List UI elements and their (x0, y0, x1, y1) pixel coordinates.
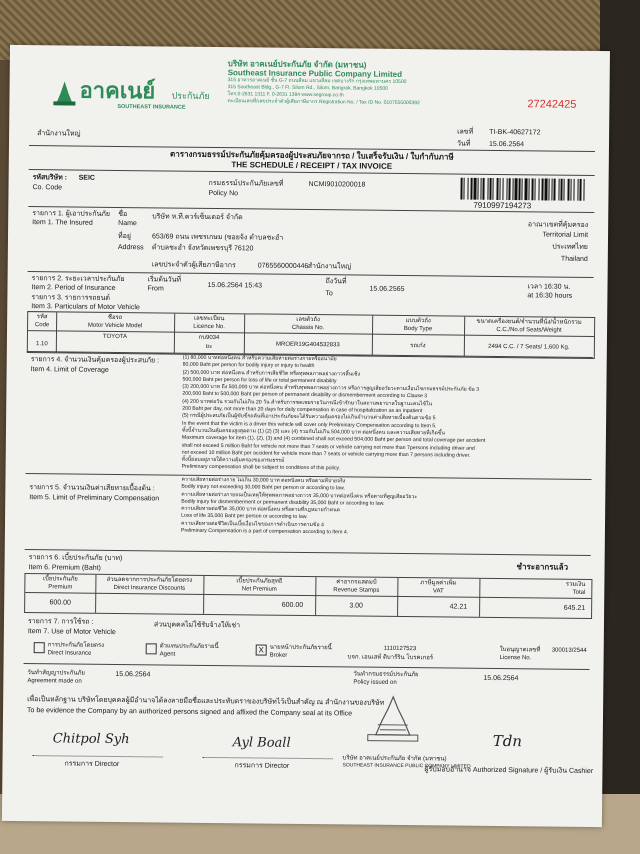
item4-label: รายการ 4. จำนวนเงินคุ้มครองผู้ประสบภัย : (30, 356, 160, 365)
title-en: THE SCHEDULE / RECEIPT / TAX INVOICE (231, 160, 393, 171)
director-signature-2: Ayl Boall (232, 735, 291, 751)
barcode-number: 7910997194273 (473, 200, 532, 211)
coverage-list (182, 355, 593, 476)
to-label: ถึงวันที่ (325, 278, 347, 286)
to-value: 15.06.2565 (369, 285, 405, 294)
vat-value: 42.21 (449, 603, 468, 611)
address-label-en: Address (117, 243, 144, 252)
item5-line: ความเสียหายต่อชีวิตเป็นเบี้ยเงื่อนไขของการดำเนินการตามข้อ 4 (180, 520, 324, 528)
from-label-en: From (147, 285, 164, 293)
item3-label-en: Item 3. Particulars of Motor Vehicle (31, 303, 140, 312)
item1-label: รายการ 1. ผู้เอาประกันภัย (32, 210, 111, 218)
company-reg: ทะเบียนเลขที่/เลขประจำตัวผู้เสียภาษีอากร Registration No. / Tax ID No. 0107555000392 (227, 98, 420, 107)
logo-thai: อาคเนย์ (79, 77, 156, 104)
vh-licence: เลขทะเบียน Licence No. (193, 315, 225, 331)
document-number: 27242425 (527, 98, 577, 111)
stamp-paid-label: ชำระอากรแล้ว (516, 562, 569, 572)
item4-line: Maximum coverage for item (1), (2), (3) and (4) combined shall not exceed 504,000 Baht per person and total coverage per accident (181, 434, 486, 445)
address-label: ที่อยู่ (117, 233, 131, 241)
broker-code: 1110127523 (383, 645, 417, 653)
company-address-en: 315 Southeast Bldg., G-7 Fl. Silom Rd., Silom, Bangrak, Bangkok 10500 (227, 84, 388, 92)
code-label: รหัสบริษัท : (32, 174, 68, 182)
vh-model: ชื่อรถ Motor Vehicle Model (87, 314, 143, 330)
time-label-en: at 16:30 hours (527, 292, 573, 300)
logo-english: SOUTHEAST INSURANCE (117, 103, 186, 111)
item4-line: In the event that the victim is a driver this vehicle will cover only Preliminary Compensation according to Item 5. (182, 420, 437, 430)
preliminary-list (181, 477, 592, 540)
tax-branch: สำนักงานใหญ่ (307, 262, 352, 271)
item5-label-en: Item 5. Limit of Preliminary Compensation (29, 494, 160, 503)
vehicle-licence-1: กบ9034 (198, 334, 220, 342)
director-label-2: กรรมการ Director (234, 762, 290, 770)
item2-label-en: Item 2. Period of Insurance (31, 284, 116, 292)
license-no: 300013/2544 (551, 647, 587, 654)
ph-vat: ภาษีมูลค่าเพิ่ม VAT (420, 580, 457, 595)
vehicle-licence-2: ยะ (205, 343, 213, 350)
item5-line: ความเสียหายต่อร่างกาย ไม่เกิน 30,000 บาท ต่อหนึ่งคน หรือตามที่จ่ายจริง (181, 476, 346, 485)
item4-line: (4) 200 บาทต่อวัน รวมกันไม่เกิน 20 วัน สำหรับการชดเชยรายวันกรณีเข้ารักษาในสถานพยาบาลในฐานะคนไข้ใน (182, 398, 433, 408)
item4-line: not exceed 10 million Baht per accident for vehicle more than 7 seats or vehicle carrying more than 7 persons including driver. (181, 449, 471, 459)
item6-label: รายการ 6. เบี้ยประกันภัย (บาท) (28, 554, 123, 563)
insurance-document (2, 45, 610, 827)
agent-checkbox[interactable] (146, 643, 157, 654)
logo-suffix: ประกันภัย (171, 90, 210, 101)
opt2-label: ตัวแทนประกันภัยรายนี้ Agent (159, 643, 219, 658)
ph-premium: เบี้ยประกันภัย Premium (42, 576, 78, 591)
doc-no-label: เลขที่ (457, 128, 474, 136)
country-en: Thailand (560, 255, 588, 263)
authorized-signature: Tdn (492, 731, 523, 751)
item7-label: รายการ 7. การใช้รถ : (27, 618, 94, 626)
vehicle-model: TOYOTA (102, 333, 128, 341)
item4-line: (1) 80,000 บาทต่อหนึ่งคน สำหรับความเสียหายต่อร่างกายหรืออนามัย (182, 354, 337, 363)
item4-line: Preliminary compensation shall be subject to conditions of this policy. (181, 464, 341, 472)
policy-label: กรมธรรม์ประกันภัยเลขที่ (208, 179, 284, 188)
vh-cc: ขนาดเครื่องยนต์/จำนวนที่นั่ง/น้ำหนักรวม C.C./No.of Seats/Weight (476, 318, 582, 334)
name-label-en: Name (118, 220, 137, 228)
agreement-date-label: วันทำสัญญาประกันภัย Agreement made on (27, 670, 85, 685)
item5-line: ความเสียหายต่อชีวิต 35,000 บาท ต่อหนึ่งคน หรือตามที่กฎหมายกำหนด (181, 505, 341, 514)
item4-line: 200 Baht per day, not more than 20 days for daily compensation in case of hospitalization as an inpatient (182, 405, 423, 415)
ph-discount: ส่วนลดจากการประกันภัยโดยตรง Direct Insurance Discounts (106, 576, 193, 592)
territory-label: อาณาเขตที่คุ้มครอง (527, 221, 589, 229)
code-value: SEIC (78, 174, 96, 182)
issued-label: วันทำกรมธรรม์ประกันภัย Policy issued on (353, 671, 419, 686)
code-label-en: Co. Code (32, 184, 63, 192)
evidence-th: เพื่อเป็นหลักฐาน บริษัทโดยบุคคลผู้มีอำนาจได้ลงลายมือชื่อและประทับตราของบริษัทไว้เป็นสำคัญ ณ สำนักงานของบริษัท (27, 696, 385, 707)
item5-line: Bodily injury for dismemberment or permanent disability 35,000 Baht or according to law. (181, 498, 385, 507)
company-info (227, 59, 420, 107)
authorized-label: ผู้รับมอบอำนาจ Authorized Signature / ผู้รับเงิน Cashier (424, 766, 594, 776)
stamps-value: 3.00 (349, 602, 364, 610)
tax-id-label: เลขประจำตัวผู้เสียภาษีอากร (151, 261, 236, 270)
company-tel: โทร.0-2631 1311 F. 0-2631 1384 www.segroup.co.th (227, 91, 344, 99)
address-line2: ตำบลชะอำ จังหวัดเพชรบุรี 76120 (151, 244, 254, 253)
item5-line: ความเสียหายต่อร่างกายจนเป็นเหตุให้ทุพพลภาพอย่างถาวร 35,000 บาทต่อหนึ่งคน หรือตามที่สูญเสียอวัยวะ (181, 491, 418, 500)
date-label: วันที่ (456, 140, 471, 148)
evidence-en: To be evidence the Company by an authorized persons signed and affixed the Company seal at its Office (27, 707, 353, 718)
seal-company-en: SOUTHEAST INSURANCE PUBLIC COMPANY LIMITED (342, 762, 471, 770)
item4-line: (2) 500,000 บาท ต่อหนึ่งคน สำหรับการเสียชีวิต หรือทุพพลภาพอย่างถาวรสิ้นเชิง (182, 369, 361, 378)
item4-line: 200,000 Baht to 500,000 Baht per person of permanent disability or dismemberment according to Clause 3 (182, 391, 428, 400)
direct-insurance-checkbox[interactable] (34, 642, 45, 653)
vehicle-cc: 2494 C.C. / 7 Seats/ 1,600 Kg. (488, 343, 570, 351)
territory-label-en: Territorial Limit (542, 231, 589, 239)
vehicle-body: รถเก๋ง (410, 343, 426, 350)
broker-name: บจก. เอนเสท์ ติบาร์ริน โบรคเกอร์ (347, 654, 434, 662)
ph-net: เบี้ยประกันภัยสุทธิ Net Premium (236, 578, 283, 593)
temple-logo-icon (51, 81, 77, 105)
title-th: ตารางกรมธรรม์ประกันภัยคุ้มครองผู้ประสบภัยจากรถ / ใบเสร็จรับเงิน / ใบกำกับภาษี (170, 149, 454, 162)
insured-name: บริษัท ห.ที.ควร์เซ็นเตอร์ จำกัด (152, 213, 243, 222)
item5-label: รายการ 5. จำนวนเงินค่าเสียหายเบื้องต้น : (29, 484, 155, 493)
name-label: ชื่อ (118, 211, 128, 219)
doc-no: TI-BK-40627172 (489, 128, 541, 137)
discount-value (95, 599, 203, 600)
to-label-en: To (325, 290, 333, 298)
seal-company-th: บริษัท อาคเนย์ประกันภัย จำกัด (มหาชน) (342, 755, 447, 763)
item3-label: รายการ 3. รายการรถยนต์ (31, 294, 111, 302)
item4-line: 500,000 Baht per person for loss of life or total permanent disability (182, 376, 337, 385)
broker-checkbox[interactable]: X (256, 644, 267, 655)
item2-label: รายการ 2. ระยะเวลาประกันภัย (31, 275, 125, 284)
company-seal (358, 695, 428, 744)
vh-body: แบบตัวถัง Body Type (403, 318, 433, 333)
item6-label-en: Item 6. Premium (Baht) (28, 564, 101, 572)
item4-line: ทั้งนี้ย่อมอยู่ภายใต้ความคุ้มครองของกรมธรรม์ (181, 456, 285, 464)
premium-table (24, 573, 592, 619)
item7-label-en: Item 7. Use of Motor Vehicle (27, 628, 116, 636)
country-th: ประเทศไทย (552, 243, 588, 251)
vehicle-use: ส่วนบุคคลไม่ใช้รับจ้างให้เช่า (153, 621, 241, 630)
item5-line: Loss of life 35,000 Baht per person or according to law. (181, 513, 308, 521)
item4-label-en: Item 4. Limit of Coverage (30, 366, 109, 374)
premium-value: 600.00 (49, 599, 71, 607)
tax-id: 0765560000446 (257, 262, 309, 270)
vehicle-chassis: MROER19G404532833 (276, 341, 340, 349)
vehicle-code: 1.10 (36, 341, 48, 348)
director-signature-1: Chitpol Syh (52, 731, 130, 748)
barcode (458, 178, 588, 201)
time-label: เวลา 16:30 น. (527, 283, 571, 291)
item4-line: (5) กรณีผู้ประสบภัยเป็นผู้ขับขี่รถคันที่เอาประกันภัยจะได้รับความคุ้มครองไม่เกินจำนวนค่าเสียหายเบื้องต้นตามข้อ 5 (182, 413, 436, 422)
director-label-1: กรรมการ Director (64, 760, 120, 769)
item4-line: (3) 200,000 บาท ถึง 500,000 บาท ต่อหนึ่งคน สำหรับทุพพลภาพอย่างถาวร หรือการสูญเสียอวัยวะตามเงื่อนไขกรมธรรม์ประกันภัย ข้อ 3 (182, 383, 480, 393)
net-premium-value: 600.00 (281, 601, 304, 609)
item5-line: Preliminary Compensation is a part of compensation according to Item 4. (180, 527, 349, 536)
ph-stamps: ค่าอากรแสตมป์ Revenue Stamps (333, 579, 380, 594)
company-address-th: 315 อาคารอาคเนย์ ชั้น G-7 ถนนสีลม แขวงสีลม เขตบางรัก กรุงเทพมหานคร 10500 (227, 77, 407, 86)
opt1-label: การประกันภัยโดยตรง Direct Insurance (47, 642, 105, 657)
ph-total: รวมเงิน Total (565, 581, 586, 596)
item4-line: shall not exceed 5 million Baht for vehicle not more than 7 seats or vehicle carrying not more than 7persons including driver and (181, 442, 475, 452)
issued-date: 15.06.2564 (483, 674, 519, 683)
policy-label-en: Policy No (208, 189, 239, 198)
branch-label: สำนักงานใหญ่ (37, 130, 81, 138)
from-label: เริ่มต้นวันที่ (147, 276, 182, 284)
date-value: 15.06.2564 (488, 140, 525, 149)
from-value: 15.06.2564 15:43 (207, 281, 263, 290)
opt3-label: นายหน้าประกันภัยรายนี้ Broker (269, 644, 332, 659)
policy-number: NCMI9010200018 (308, 180, 366, 189)
address-line1: 653/69 ถนน เพชรเกษม (ซอยจ้ง ตำบลชะอำ (151, 233, 284, 242)
vh-chassis: เลขตัวถัง Chassis No. (291, 316, 325, 332)
company-name-en: Southeast Insurance Public Company Limited (227, 68, 403, 79)
vh-code: รหัส Code (34, 314, 50, 329)
item4-line: 80,000 Baht per person for bodily injury or injury to health (182, 361, 315, 370)
company-name-th: บริษัท อาคเนย์ประกันภัย จำกัด (มหาชน) (227, 59, 367, 70)
item1-label-en: Item 1. The Insured (32, 219, 93, 227)
total-value: 645.21 (563, 604, 586, 612)
item5-line: Bodily injury not exceeding 30,000 Baht per person or according to law. (181, 483, 345, 492)
agreement-date: 15.06.2564 (115, 670, 151, 679)
license-label: ใบอนุญาตเลขที่ License No. (499, 647, 541, 662)
item4-line: ทั้งนี้จำนวนเงินคุ้มครองสูงสุดตาม (1) (2) (3) และ (4) รวมกันไม่เกิน 504,000 บาท ต่อหนึ่งคน และความเสียหายที่เกิดขึ้น (181, 427, 445, 437)
